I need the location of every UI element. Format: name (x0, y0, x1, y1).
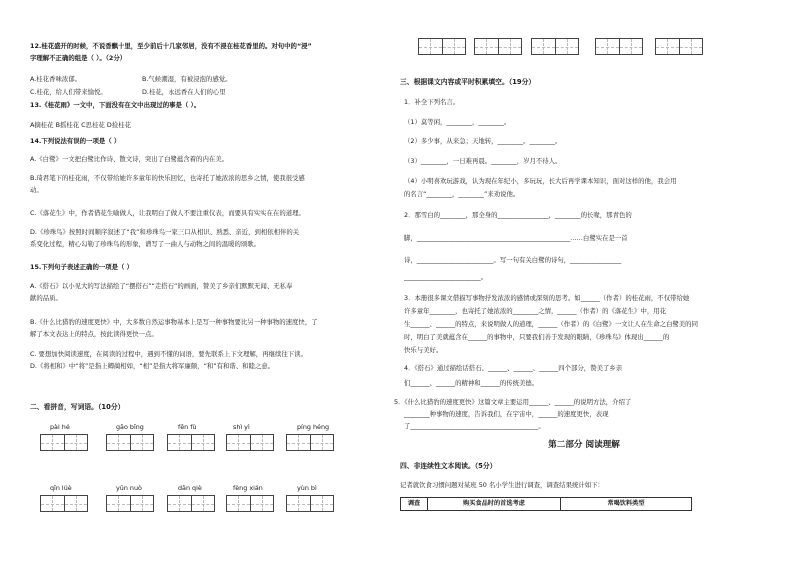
writing-grid-13[interactable] (531, 38, 579, 55)
q15-option-b-line1: B.《什么比猎豹的速度更快》中，大多数自然运事物基本上是写一种事物要比另一种事物的速度快，了 (30, 318, 318, 326)
fill-3-line1: 3．本册很多课文借描写事物抒发浓浓的感情或深刻的思考。如______（作者）的桂花雨，不仅带给她 (404, 294, 690, 302)
fill-1a: （1）莫等闲，________，________。 (404, 118, 511, 126)
pinyin-4: shì yì (233, 423, 250, 431)
pinyin-1: pài hé (50, 423, 70, 431)
q15-option-b-line2: 解了本文表达上的特点，按此读得更快一点。 (30, 330, 158, 338)
writing-grid-2[interactable] (106, 434, 154, 451)
writing-grid-11[interactable] (418, 38, 466, 55)
q14-stem: 14.下列说法有误的一项是（ ） (30, 137, 121, 145)
survey-intro: 记者就饮食习惯问题对某班 50 名小学生进行调查，调查结果统计如下： (400, 481, 604, 489)
writing-grid-14[interactable] (595, 38, 643, 55)
survey-header-cell: 常喝饮料类型 (561, 498, 692, 511)
fill-3-line3: 生______、______的特点，来说明做人的道理，______（作者）的《白鹭》一文让人在生命之白鹭美的同 (404, 320, 698, 328)
pinyin-10: yùn bì (297, 484, 317, 492)
fill-2-line4: ________________________。 (404, 273, 488, 281)
q13-stem: 13.《桂花雨》一文中，下面没有在文中出现过的事是（ ）。 (30, 101, 201, 109)
survey-header-cell: 调查 (401, 498, 428, 511)
fill-5-line1: 5．《什么比猎豹的速度更快》这篇文章主要运用______、______的说明方法，介绍了 (394, 398, 632, 406)
writing-grid-4[interactable] (226, 434, 274, 451)
q12-option-b: B.气候潮湿，有被浸泡的感觉。 (142, 75, 232, 83)
q14-option-d-line1: D.《珍珠鸟》按照时间顺序叙述了“我”和珍珠鸟一家三口从相识、熟悉、亲近，到相依相伴的关 (30, 228, 300, 236)
section4-title: 四、非连续性文本阅读。（5分） (400, 462, 497, 470)
fill-5-line3: 了________________________________________。 (404, 422, 545, 430)
q15-option-c: C. 要想加快阅读速度，在阅读的过程中，遇到不懂的词语，要先联系上下文理解，再继续往下读。 (30, 350, 307, 358)
writing-grid-3[interactable] (167, 434, 215, 451)
q12-line1: 12.桂花盛开的时候，不说香飘十里，至少前后十几家邻居，没有不浸在桂花香里的。对句中的“浸” (30, 42, 312, 50)
fill-1b: （2）多少事，从来急；天地转，________。________。 (404, 137, 562, 145)
q15-option-d: D.《将相和》中“将”是指上卿蔺相如，“相”是指大将军廉颇，“和”有和谐、和睦之意。 (30, 362, 275, 370)
fill-2-line1: 2．那雪白的________，那全身的________________，________的长喙，那青色的 (404, 211, 632, 219)
fill-3-line5: 快乐与美好。 (404, 346, 443, 354)
q12-option-c: C.桂花，给人们带来愉悦。 (30, 88, 107, 96)
fill-3-line2: 许多童年________，也寄托了她浓浓的________之情，______（作者）的《落花生》中，用花 (404, 307, 667, 315)
fill-4-line2: 们______、______的精神和______的传统美德。 (404, 379, 539, 387)
writing-grid-12[interactable] (474, 38, 522, 55)
fill-3-line4: 时，明白了美就蕴含在______的事物中，只要我们善于发现的眼睛，《珍珠鸟》体现出______的 (404, 333, 670, 341)
pinyin-5: píng héng (297, 423, 330, 431)
q15-option-a-line2: 献的品质。 (30, 294, 62, 302)
q12-line2: 字理解不正确的组是（ ）。（2分） (30, 54, 127, 62)
fill-4-line1: 4．《搭石》通过描绘话搭石、______、______、______四个部分，赞美了乡亲 (404, 364, 623, 372)
writing-grid-7[interactable] (106, 495, 154, 512)
pinyin-3: fēn fù (178, 423, 197, 431)
q14-option-c: C.《落花生》中，作者借花生喻做人，让我明白了做人不要注重仪表，而要具有实实在在的道理。 (30, 209, 305, 217)
q15-stem: 15.下列句子表述正确的一项是（ ） (30, 263, 134, 271)
writing-grid-9[interactable] (226, 495, 274, 512)
fill-5-line2: ________种事物的速度，告诉我们，在宇宙中，______的速度更快，表现 (404, 410, 609, 418)
pinyin-7: yūn nuò (116, 484, 142, 492)
q12-option-a: A.桂花香味浓郁。 (30, 75, 82, 83)
writing-grid-1[interactable] (40, 434, 88, 451)
q14-option-d-line2: 系变化过程，精心勾勒了珍珠鸟的形象，谱写了一曲人与动物之间的温暖的颂歌。 (30, 240, 261, 248)
q14-option-b-line2: 动。 (30, 186, 43, 194)
writing-grid-5[interactable] (286, 434, 334, 451)
fill-1d-line2: 的名言“________，________”来劝说他。 (404, 190, 520, 198)
fill-1c: （3）________，一日难再晨。________，岁月不待人。 (404, 157, 562, 165)
pinyin-2: gāo bīng (116, 423, 144, 431)
writing-grid-8[interactable] (167, 495, 215, 512)
section3-title: 三、根据课文内容或平时积累填空。（19分） (400, 78, 536, 86)
fill-1-stem: 1．补全下列名言。 (404, 98, 460, 106)
fill-2-line2: 脚，________________________________________________……白鹭实在是一首 (404, 234, 628, 242)
q12-option-d: D.桂花，永远香在人们的心里 (142, 88, 226, 96)
fill-1d-line1: （4）小明喜欢玩游戏，认为现在年纪小，多玩玩，长大后再学课本知识，面对这样的他，我会用 (404, 177, 677, 185)
writing-grid-15[interactable] (655, 38, 703, 55)
q15-option-a-line1: A.《搭石》以小见大的写法描绘了“摆搭石”“走搭石”的画面，赞美了乡亲们默默无闻、无私奉 (30, 282, 293, 290)
pinyin-9: fèng xián (233, 484, 263, 492)
writing-grid-10[interactable] (286, 495, 334, 512)
pinyin-6: qīn lüè (50, 484, 72, 492)
fill-2-line3: 诗，________________________。写一句有关白鹭的诗句，________________ (404, 256, 622, 264)
writing-grid-6[interactable] (40, 495, 88, 512)
survey-table (400, 497, 692, 511)
pinyin-8: dān qiè (178, 484, 202, 492)
survey-header-cell: 购买食品时的首选考虑 (428, 498, 561, 511)
section2-title: 二、看拼音，写词语。（10分） (30, 403, 125, 411)
survey-header-row (401, 498, 692, 511)
part2-title: 第二部分 阅读理解 (548, 440, 620, 450)
q13-options: A摘桂花 B摇桂花 C思桂花 D捡桂花 (30, 121, 131, 129)
q14-option-a: A.《白鹭》一文把白鹭比作诗、散文诗，突出了白鹭蕴含着的内在美。 (30, 155, 229, 163)
q14-option-b-line1: B.琦君笔下的桂花雨，不仅带给她许多童年的快乐回忆，也寄托了她浓浓的思乡之情，使我很受感 (30, 174, 305, 182)
